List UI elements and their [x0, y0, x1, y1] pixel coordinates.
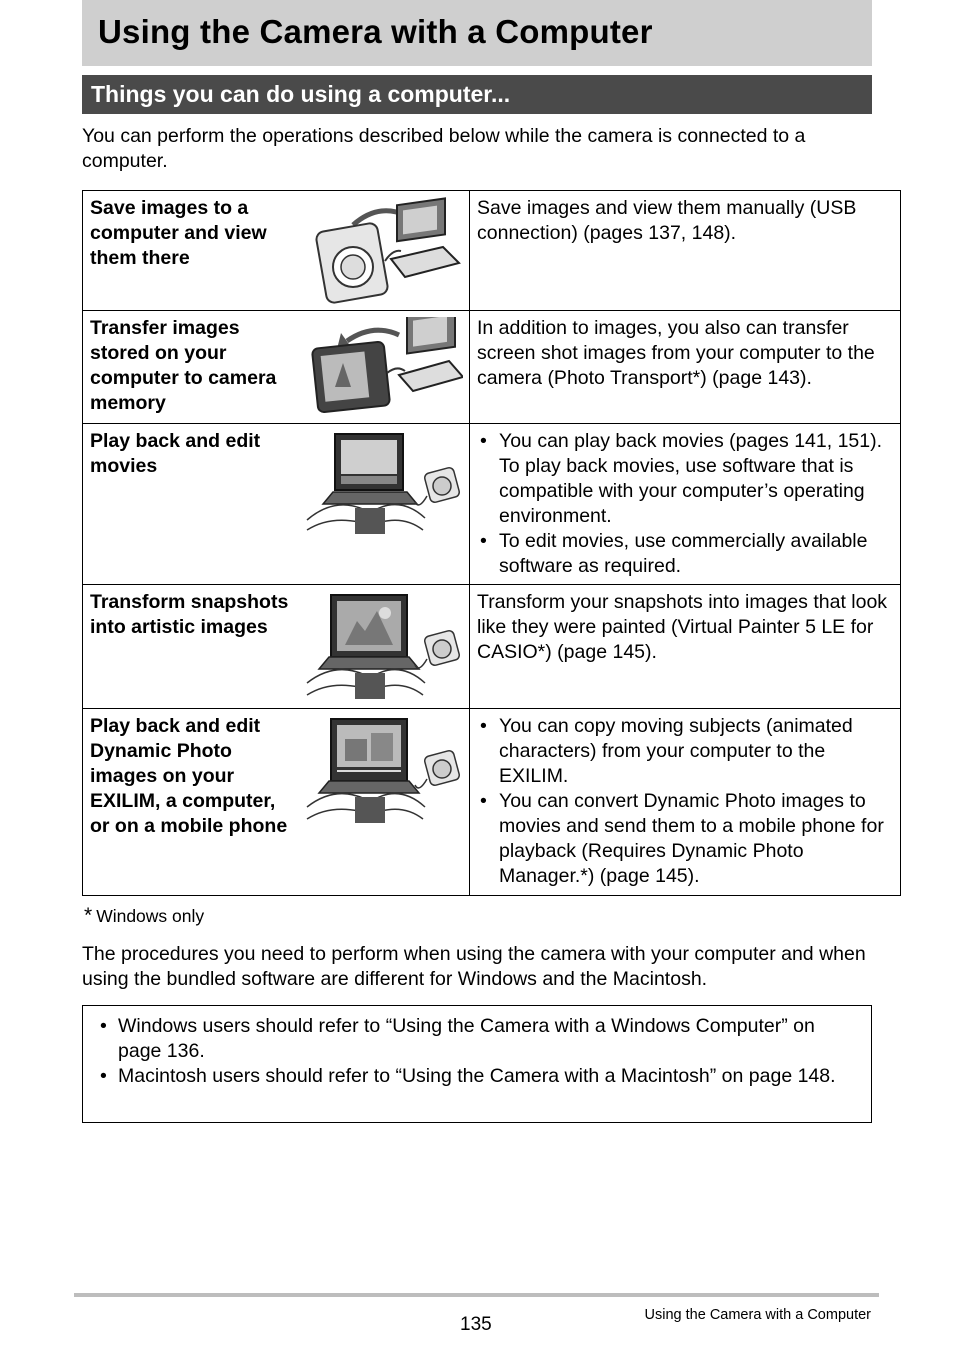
features-table [82, 190, 901, 896]
section-header [82, 75, 872, 114]
feature-cell [83, 191, 470, 311]
laptop-to-camera-icon [311, 317, 463, 417]
description-cell: Transform your snapshots into images that look like they were painted (Virtual Painter 5 LE for CASIO*) (page 145). [470, 585, 901, 709]
section-title: Things you can do using a computer... [91, 81, 511, 107]
feature-title: Play back and edit Dynamic Photo images on your EXILIM, a computer, or on a mobile phone [90, 715, 288, 837]
feature-title: Save images to a computer and view them there [90, 197, 267, 269]
painted-image-laptop-icon [305, 591, 463, 701]
description-cell: Save images and view them manually (USB connection) (pages 137, 148). [470, 191, 901, 311]
intro-text: You can perform the operations described below while the camera is connected to a computer. [82, 125, 806, 172]
footer-divider [74, 1293, 879, 1297]
movie-editing-laptop-icon [305, 430, 463, 538]
bullet-list [477, 714, 893, 889]
dynamic-photo-laptop-icon [305, 715, 463, 825]
footnote-mark: * [84, 904, 93, 927]
list-item: • To edit movies, use commercially available software as required. [477, 529, 893, 579]
footnote [84, 904, 204, 928]
feature-title: Transfer images stored on your computer to camera memory [90, 317, 277, 414]
description-cell: In addition to images, you also can transfer screen shot images from your computer to the camera (Photo Transport*) (page 143). [470, 311, 901, 424]
camera-to-laptop-icon [313, 197, 463, 305]
feature-cell [83, 311, 470, 424]
feature-cell [83, 585, 470, 709]
feature-title: Transform snapshots into artistic images [90, 591, 289, 638]
table-row [83, 191, 901, 311]
list-item: • You can convert Dynamic Photo images to movies and send them to a mobile phone for playback (Requires Dynamic Photo Manager.*) (page 145). [477, 789, 893, 889]
page-title: Using the Camera with a Computer [98, 13, 653, 50]
description-cell [470, 709, 901, 896]
procedure-text: The procedures you need to perform when using the camera with your computer and when using the bundled software are different for Windows and the Macintosh. [82, 943, 866, 990]
bullet-list [477, 429, 893, 579]
list-item: • Macintosh users should refer to “Using the Camera with a Macintosh” on page 148. [97, 1064, 847, 1089]
note-box [82, 1005, 872, 1123]
feature-title: Play back and edit movies [90, 430, 261, 477]
list-item: • You can copy moving subjects (animated characters) from your computer to the EXILIM. [477, 714, 893, 789]
feature-cell [83, 424, 470, 585]
footer-label: Using the Camera with a Computer [644, 1307, 871, 1323]
page-number: 135 [460, 1314, 492, 1335]
table-row [83, 709, 901, 896]
note-list [83, 1006, 871, 1089]
page-header [82, 0, 872, 66]
list-item: • Windows users should refer to “Using the Camera with a Windows Computer” on page 136. [97, 1014, 847, 1064]
table-row [83, 311, 901, 424]
feature-cell [83, 709, 470, 896]
table-row [83, 424, 901, 585]
list-item: • You can play back movies (pages 141, 151). To play back movies, use software that is compatible with your computer’s operating environment. [477, 429, 893, 529]
description-cell [470, 424, 901, 585]
table-row [83, 585, 901, 709]
footnote-text: Windows only [96, 906, 205, 926]
